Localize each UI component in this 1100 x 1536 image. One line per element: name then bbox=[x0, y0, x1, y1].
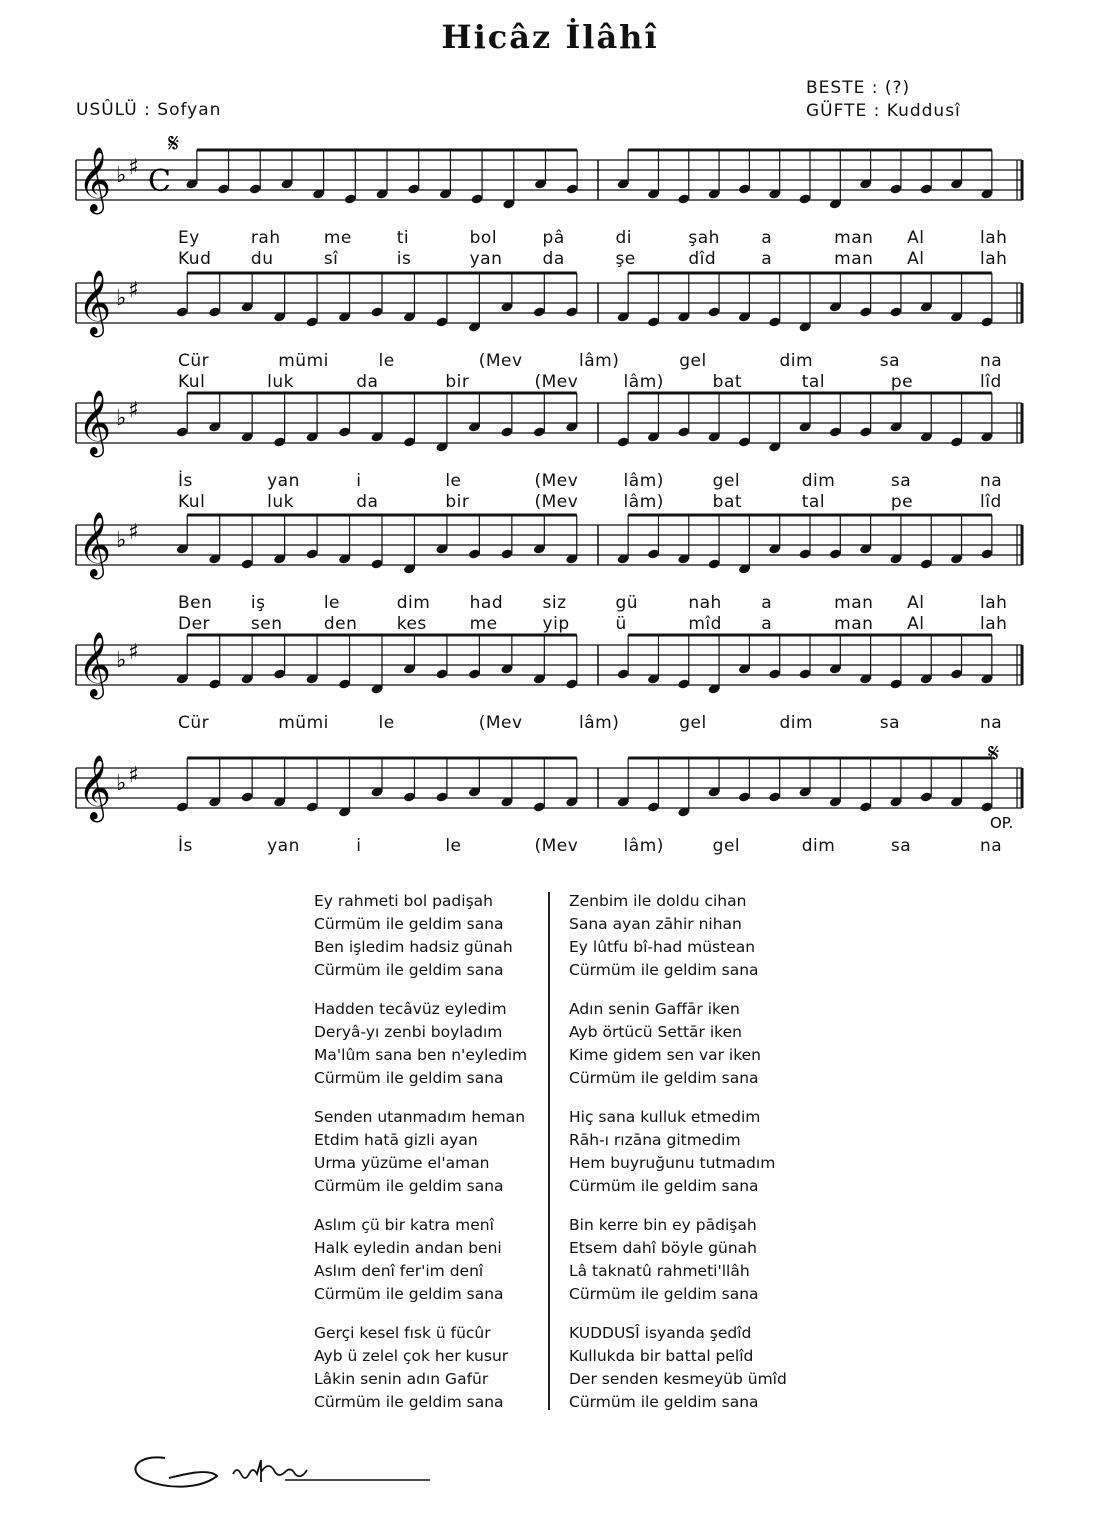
lyric-syllable: Ben bbox=[178, 593, 213, 613]
verse-stanza bbox=[314, 1322, 527, 1414]
verse-line: Cürmüm ile geldim sana bbox=[314, 1393, 504, 1411]
verse-line: Cürmüm ile geldim sana bbox=[314, 1177, 504, 1195]
verse-line: Ayb örtücü Settār iken bbox=[569, 1023, 742, 1041]
verse-line: Lâkin senin adın Gafūr bbox=[314, 1370, 489, 1388]
verse-line: Gerçi kesel fısk ü fücûr bbox=[314, 1324, 491, 1342]
verse-stanza bbox=[569, 1106, 787, 1198]
lyric-syllable: (Mev bbox=[534, 836, 579, 856]
flat-icon: ♭ bbox=[116, 286, 127, 311]
lyric-syllable: (Mev bbox=[478, 351, 523, 371]
verse-line: Kime gidem sen var iken bbox=[569, 1046, 762, 1064]
lyric-syllable: ti bbox=[396, 228, 410, 248]
lyric-syllable: siz bbox=[542, 593, 567, 613]
lyric-syllable: had bbox=[469, 593, 504, 613]
beste-key: BESTE : bbox=[806, 78, 879, 98]
lyric-syllable: le bbox=[378, 713, 395, 733]
verse-line: Hiç sana kulluk etmedim bbox=[569, 1108, 761, 1126]
lyric-syllable: yan bbox=[267, 836, 300, 856]
lyric-syllable: mümi bbox=[278, 351, 329, 371]
lyric-syllable: lîd bbox=[980, 372, 1002, 392]
verse-line: Cürmüm ile geldim sana bbox=[569, 961, 759, 979]
verse-line: Cürmüm ile geldim sana bbox=[314, 915, 504, 933]
lyric-syllable: bat bbox=[712, 492, 743, 512]
verse-line: Hem buyruğunu tutmadım bbox=[569, 1154, 776, 1172]
lyric-syllable: dim bbox=[801, 471, 836, 491]
lyric-syllable: tal bbox=[801, 372, 826, 392]
lyric-syllable: a bbox=[761, 228, 773, 248]
lyric-syllable: gel bbox=[679, 351, 707, 371]
sharp-icon: ♯ bbox=[128, 640, 139, 665]
lyric-syllable: a bbox=[761, 614, 773, 634]
lyric-syllable: lâm) bbox=[579, 351, 620, 371]
verse-stanza bbox=[569, 998, 787, 1090]
lyric-syllable: (Mev bbox=[534, 492, 579, 512]
verses-right-column bbox=[569, 890, 787, 1430]
treble-clef-icon: 𝄞 bbox=[78, 147, 112, 212]
lyric-syllable: yip bbox=[542, 614, 570, 634]
lyric-syllable: lâm) bbox=[623, 372, 664, 392]
lyric-syllable: şe bbox=[615, 249, 636, 269]
lyric-syllable: bir bbox=[445, 372, 470, 392]
lyric-syllable: du bbox=[250, 249, 274, 269]
lyric-syllable: bir bbox=[445, 492, 470, 512]
lyric-syllable: lah bbox=[980, 228, 1008, 248]
lyric-syllable: na bbox=[980, 713, 1003, 733]
lyric-syllable: lah bbox=[980, 593, 1008, 613]
verse-line: KUDDUSÎ isyanda şedîd bbox=[569, 1324, 752, 1342]
lyric-syllable: gel bbox=[679, 713, 707, 733]
lyric-syllable: bat bbox=[712, 372, 743, 392]
lyric-syllable: yan bbox=[469, 249, 503, 269]
lyric-syllable: dim bbox=[779, 713, 814, 733]
lyric-syllable: dîd bbox=[688, 249, 717, 269]
lyric-syllable: Der bbox=[178, 614, 211, 634]
gufte-value: Kuddusî bbox=[886, 101, 961, 121]
lyric-syllable: me bbox=[323, 228, 352, 248]
lyric-syllable: man bbox=[834, 249, 874, 269]
lyric-syllable: den bbox=[323, 614, 358, 634]
lyric-syllable: Al bbox=[907, 614, 925, 634]
lyric-syllable: na bbox=[980, 351, 1003, 371]
lyric-syllable: pâ bbox=[542, 228, 565, 248]
lyric-syllable: i bbox=[356, 471, 362, 491]
lyric-syllable: sî bbox=[323, 249, 339, 269]
verse-stanza bbox=[314, 1214, 527, 1306]
lyric-syllable: iş bbox=[250, 593, 266, 613]
verse-line: Adın senin Gaffār iken bbox=[569, 1000, 740, 1018]
lyric-syllable: di bbox=[615, 228, 632, 248]
staff-system-6 bbox=[76, 739, 1022, 832]
lyric-syllable: Cür bbox=[178, 351, 210, 371]
staff-system-3 bbox=[76, 390, 1022, 457]
verse-line: Ayb ü zelel çok her kusur bbox=[314, 1347, 509, 1365]
lyric-syllable: Kul bbox=[178, 492, 206, 512]
staff-system-4 bbox=[76, 512, 1022, 579]
sharp-icon: ♯ bbox=[128, 278, 139, 303]
verse-line: Bin kerre bin ey pādişah bbox=[569, 1216, 757, 1234]
lyric-syllable: bol bbox=[469, 228, 498, 248]
verse-line: Ey lûtfu bî-had müstean bbox=[569, 938, 756, 956]
lyric-syllable: lâm) bbox=[579, 713, 620, 733]
verse-line: Zenbim ile doldu cihan bbox=[569, 892, 747, 910]
verse-line: Hadden tecâvüz eyledim bbox=[314, 1000, 507, 1018]
lyric-syllable: Kud bbox=[178, 249, 212, 269]
treble-clef-icon: 𝄞 bbox=[78, 512, 112, 577]
lyric-syllable: (Mev bbox=[478, 713, 523, 733]
verse-line: Urma yüzüme el'aman bbox=[314, 1154, 490, 1172]
sharp-icon: ♯ bbox=[128, 520, 139, 545]
usul-key: USÛLÜ : bbox=[76, 100, 151, 120]
op-label: OP. bbox=[990, 814, 1014, 832]
flat-icon: ♭ bbox=[116, 771, 127, 796]
lyric-syllable: lîd bbox=[980, 492, 1002, 512]
flat-icon: ♭ bbox=[116, 406, 127, 431]
lyric-syllable: da bbox=[356, 492, 379, 512]
verse-line: Cürmüm ile geldim sana bbox=[314, 1285, 504, 1303]
verse-line: Etdim hatā gizli ayan bbox=[314, 1131, 478, 1149]
flat-icon: ♭ bbox=[116, 528, 127, 553]
lyric-syllable: şah bbox=[688, 228, 720, 248]
lyric-syllable: nah bbox=[688, 593, 722, 613]
verse-line: Ben işledim hadsiz günah bbox=[314, 938, 513, 956]
lyric-syllable: luk bbox=[267, 492, 294, 512]
lyric-syllable: sa bbox=[890, 836, 912, 856]
verse-line: Sana ayan zāhir nihan bbox=[569, 915, 742, 933]
verse-line: Aslım çü bir katra menî bbox=[314, 1216, 494, 1234]
lyric-syllable: lâm) bbox=[623, 836, 664, 856]
lyric-syllable: le bbox=[378, 351, 395, 371]
lyric-syllable: gel bbox=[712, 471, 741, 491]
verse-line: Rāh-ı rızāna gitmedim bbox=[569, 1131, 741, 1149]
lyric-syllable: man bbox=[834, 614, 874, 634]
lyric-syllable: sa bbox=[879, 351, 901, 371]
flat-icon: ♭ bbox=[116, 648, 127, 673]
lyric-syllable: gü bbox=[615, 593, 639, 613]
segno-icon: 𝄋 bbox=[988, 739, 1000, 769]
lyric-syllable: gel bbox=[712, 836, 741, 856]
sharp-icon: ♯ bbox=[128, 155, 139, 180]
lyric-syllable: lâm) bbox=[623, 492, 664, 512]
lyric-syllable: sa bbox=[879, 713, 901, 733]
lyric-syllable: lah bbox=[980, 614, 1008, 634]
lyric-syllable: a bbox=[761, 593, 773, 613]
verse-stanza bbox=[569, 1214, 787, 1306]
lyric-syllable: (Mev bbox=[534, 372, 579, 392]
treble-clef-icon: 𝄞 bbox=[78, 632, 112, 697]
lyric-syllable: Al bbox=[907, 249, 925, 269]
lyric-syllable: dim bbox=[396, 593, 431, 613]
lyric-syllable: kes bbox=[396, 614, 427, 634]
lyric-syllable: is bbox=[396, 249, 412, 269]
lyric-syllable: Al bbox=[907, 228, 925, 248]
staff-system-1 bbox=[76, 129, 1022, 214]
verse-stanza bbox=[569, 1322, 787, 1414]
verse-line: Cürmüm ile geldim sana bbox=[569, 1069, 759, 1087]
lyric-syllable: mümi bbox=[278, 713, 329, 733]
lyric-syllable: yan bbox=[267, 471, 300, 491]
lyric-syllable: pe bbox=[890, 372, 914, 392]
lyric-syllable: İs bbox=[178, 471, 193, 491]
staff-system-5 bbox=[76, 632, 1022, 699]
lyric-syllable: tal bbox=[801, 492, 826, 512]
flat-icon: ♭ bbox=[116, 163, 127, 188]
lyric-syllable: rah bbox=[250, 228, 281, 248]
lyric-syllable: le bbox=[445, 836, 462, 856]
verse-line: Cürmüm ile geldim sana bbox=[569, 1285, 759, 1303]
lyric-syllable: i bbox=[356, 836, 362, 856]
lyric-syllable: man bbox=[834, 593, 874, 613]
lyric-syllable: man bbox=[834, 228, 874, 248]
sharp-icon: ♯ bbox=[128, 763, 139, 788]
gufte-key: GÜFTE : bbox=[806, 101, 881, 121]
usul-value: Sofyan bbox=[157, 100, 222, 120]
lyric-syllable: le bbox=[323, 593, 340, 613]
verse-line: Ey rahmeti bol padişah bbox=[314, 892, 493, 910]
signature bbox=[125, 1440, 445, 1500]
treble-clef-icon: 𝄞 bbox=[78, 270, 112, 335]
verse-line: Deryâ-yı zenbi boyladım bbox=[314, 1023, 503, 1041]
staff-system-2 bbox=[76, 270, 1022, 337]
verse-line: Aslım denî fer'im denî bbox=[314, 1262, 484, 1280]
verse-line: Lâ taknatû rahmeti'llâh bbox=[569, 1262, 750, 1280]
lyric-syllable: Al bbox=[907, 593, 925, 613]
verse-line: Cürmüm ile geldim sana bbox=[569, 1177, 759, 1195]
segno-icon: 𝄋 bbox=[168, 129, 180, 159]
lyric-syllable: na bbox=[980, 836, 1003, 856]
lyric-syllable: le bbox=[445, 471, 462, 491]
verse-line: Etsem dahî böyle günah bbox=[569, 1239, 757, 1257]
lyric-syllable: lâm) bbox=[623, 471, 664, 491]
lyric-syllable: İs bbox=[178, 836, 193, 856]
time-signature: C bbox=[148, 164, 171, 199]
lyric-syllable: sen bbox=[250, 614, 283, 634]
verse-stanza bbox=[314, 890, 527, 982]
beste-value: (?) bbox=[884, 78, 911, 98]
lyric-syllable: me bbox=[469, 614, 498, 634]
verse-line: Cürmüm ile geldim sana bbox=[314, 961, 504, 979]
verse-stanza bbox=[314, 1106, 527, 1198]
verse-line: Cürmüm ile geldim sana bbox=[314, 1069, 504, 1087]
lyric-syllable: pe bbox=[890, 492, 914, 512]
verses-left-column bbox=[314, 890, 527, 1430]
verse-line: Der senden kesmeyüb ümîd bbox=[569, 1370, 787, 1388]
lyric-syllable: dim bbox=[801, 836, 836, 856]
sharp-icon: ♯ bbox=[128, 398, 139, 423]
lyric-syllable: (Mev bbox=[534, 471, 579, 491]
lyric-syllable: sa bbox=[890, 471, 912, 491]
verse-line: Halk eyledin andan beni bbox=[314, 1239, 502, 1257]
verse-line: Cürmüm ile geldim sana bbox=[569, 1393, 759, 1411]
treble-clef-icon: 𝄞 bbox=[78, 390, 112, 455]
lyric-syllable: Kul bbox=[178, 372, 206, 392]
lyric-syllable: na bbox=[980, 471, 1003, 491]
verse-line: Ma'lûm sana ben n'eyledim bbox=[314, 1046, 528, 1064]
lyric-syllable: da bbox=[356, 372, 379, 392]
lyric-syllable: Ey bbox=[178, 228, 200, 248]
verse-line: Kullukda bir battal pelîd bbox=[569, 1347, 754, 1365]
treble-clef-icon: 𝄞 bbox=[78, 755, 112, 820]
lyric-syllable: Cür bbox=[178, 713, 210, 733]
lyric-syllable: ü bbox=[615, 614, 627, 634]
lyric-syllable: da bbox=[542, 249, 565, 269]
verse-line: Senden utanmadım heman bbox=[314, 1108, 526, 1126]
verse-stanza bbox=[314, 998, 527, 1090]
verse-column-divider bbox=[548, 892, 550, 1410]
lyric-syllable: lah bbox=[980, 249, 1008, 269]
lyric-syllable: a bbox=[761, 249, 773, 269]
lyric-syllable: dim bbox=[779, 351, 814, 371]
lyric-syllable: mîd bbox=[688, 614, 722, 634]
verse-stanza bbox=[569, 890, 787, 982]
lyric-syllable: luk bbox=[267, 372, 294, 392]
page-title: Hicâz İlâhî bbox=[441, 18, 659, 56]
